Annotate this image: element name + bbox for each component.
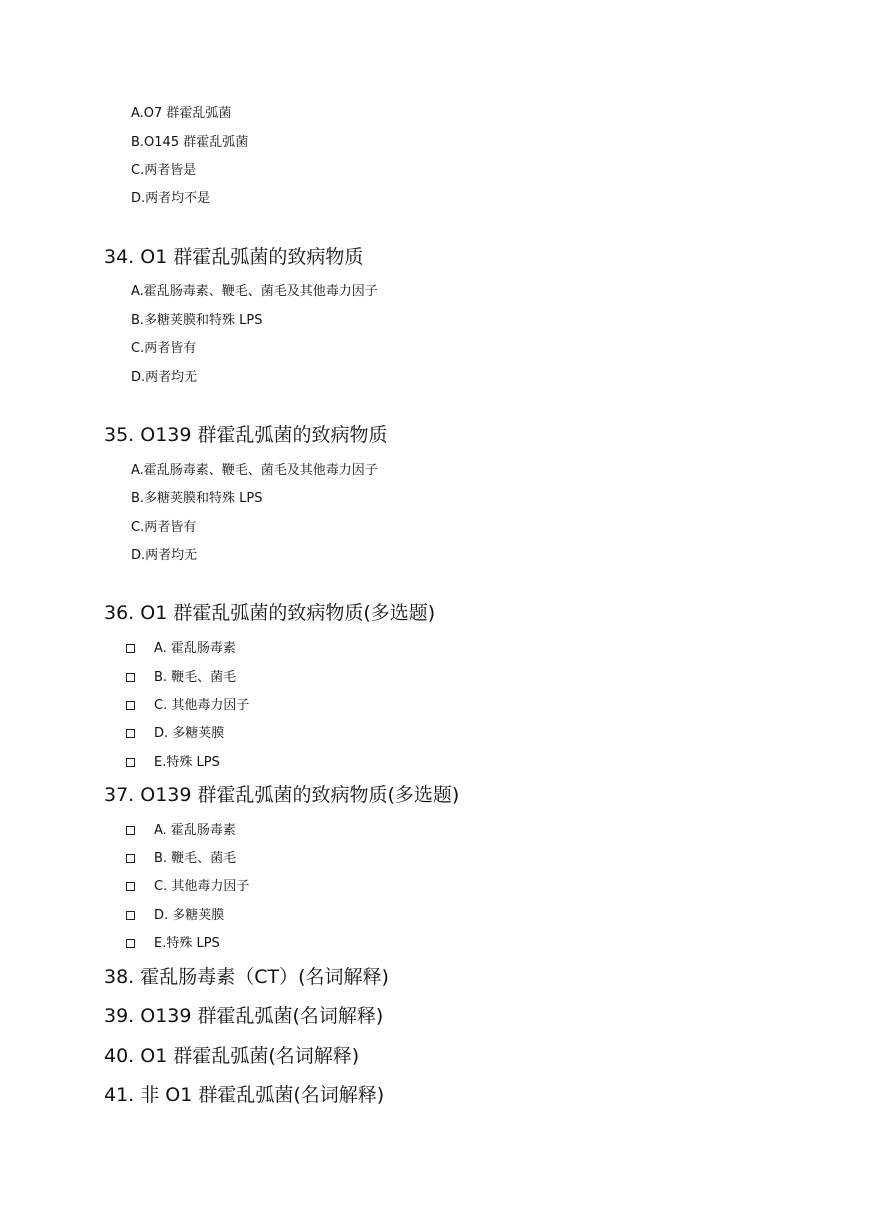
option-d: D.两者均无	[131, 548, 198, 563]
checkbox[interactable]	[126, 911, 135, 920]
checkbox[interactable]	[126, 758, 135, 767]
option-a: A.霍乱肠毒素、鞭毛、菌毛及其他毒力因子	[131, 463, 378, 478]
option-e: E.特殊 LPS	[154, 755, 220, 770]
option-b: B.O145 群霍乱弧菌	[131, 135, 249, 150]
question-41-title: 41. 非 O1 群霍乱弧菌(名词解释)	[104, 1084, 385, 1106]
option-d: D.两者均无	[131, 370, 198, 385]
question-40-title: 40. O1 群霍乱弧菌(名词解释)	[104, 1045, 360, 1067]
option-a: A.霍乱肠毒素、鞭毛、菌毛及其他毒力因子	[131, 284, 378, 299]
option-c: C. 其他毒力因子	[154, 698, 250, 713]
option-d: D. 多糖荚膜	[154, 908, 225, 923]
option-b: B.多糖荚膜和特殊 LPS	[131, 313, 263, 328]
option-a: A. 霍乱肠毒素	[154, 823, 236, 838]
option-a: A. 霍乱肠毒素	[154, 641, 236, 656]
option-d: D. 多糖荚膜	[154, 726, 225, 741]
checkbox[interactable]	[126, 644, 135, 653]
question-38-title: 38. 霍乱肠毒素（CT）(名词解释)	[104, 966, 389, 988]
option-b: B. 鞭毛、菌毛	[154, 851, 237, 866]
checkbox[interactable]	[126, 826, 135, 835]
checkbox[interactable]	[126, 939, 135, 948]
checkbox[interactable]	[126, 882, 135, 891]
checkbox[interactable]	[126, 701, 135, 710]
option-c: C. 其他毒力因子	[154, 879, 250, 894]
question-title: 36. O1 群霍乱弧菌的致病物质(多选题)	[104, 602, 436, 624]
option-c: C.两者皆有	[131, 341, 197, 356]
checkbox[interactable]	[126, 673, 135, 682]
question-title: 37. O139 群霍乱弧菌的致病物质(多选题)	[104, 784, 460, 806]
option-b: B.多糖荚膜和特殊 LPS	[131, 491, 263, 506]
option-b: B. 鞭毛、菌毛	[154, 670, 237, 685]
question-title: 34. O1 群霍乱弧菌的致病物质	[104, 246, 364, 268]
option-d: D.两者均不是	[131, 191, 211, 206]
option-c: C.两者皆是	[131, 163, 197, 178]
option-e: E.特殊 LPS	[154, 936, 220, 951]
option-a: A.O7 群霍乱弧菌	[131, 106, 232, 121]
checkbox[interactable]	[126, 854, 135, 863]
checkbox[interactable]	[126, 729, 135, 738]
option-c: C.两者皆有	[131, 520, 197, 535]
question-title: 35. O139 群霍乱弧菌的致病物质	[104, 424, 388, 446]
question-39-title: 39. O139 群霍乱弧菌(名词解释)	[104, 1005, 384, 1027]
